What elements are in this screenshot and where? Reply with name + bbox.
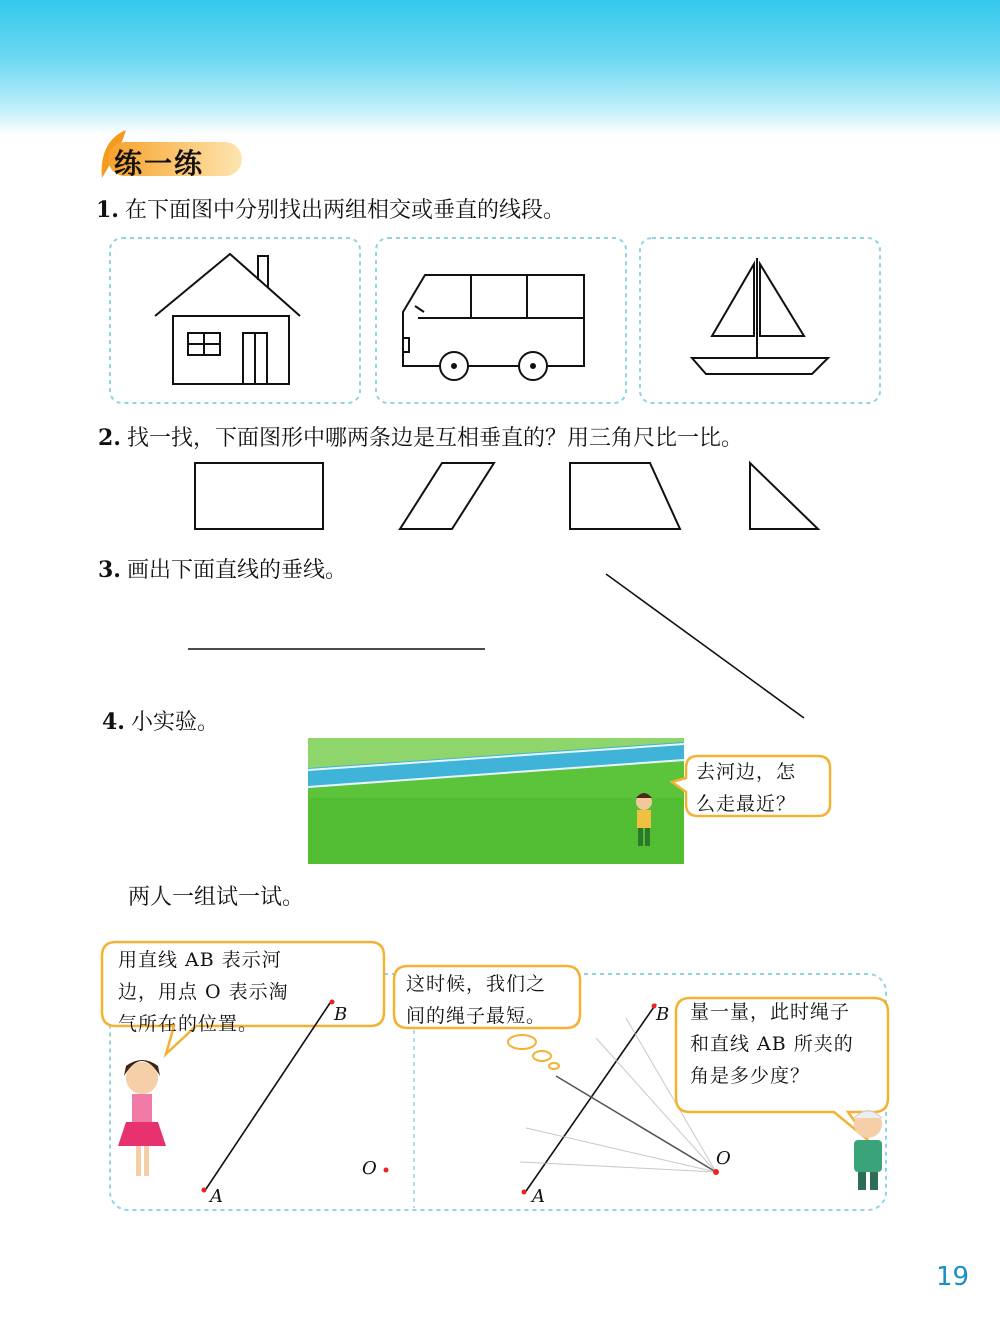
girl-bubble-line-2: 边，用点 O 表示淘 xyxy=(118,981,289,1003)
point-o-label-panel-1: O xyxy=(362,1158,377,1179)
grandpa-bubble-line-3: 角是多少度？ xyxy=(690,1065,811,1087)
river-scene-illustration xyxy=(308,738,684,864)
middle-bubble-line-2: 间的绳子最短。 xyxy=(406,1005,547,1027)
point-a-label-panel-1: A xyxy=(210,1186,223,1207)
point-o-panel-1 xyxy=(384,1168,389,1173)
middle-bubble-text xyxy=(406,968,546,1032)
section-title: 练一练 xyxy=(114,147,205,180)
question-3-number: 3. xyxy=(98,557,121,583)
right-triangle-shape xyxy=(750,463,818,529)
question-4-number: 4. xyxy=(102,709,125,735)
question-2-number: 2. xyxy=(98,425,121,451)
question-1-number: 1. xyxy=(96,197,119,223)
point-o-label-panel-2: O xyxy=(716,1148,731,1169)
question-1-figures xyxy=(100,228,890,408)
grandpa-icon xyxy=(854,1110,882,1190)
grandpa-bubble-line-2: 和直线 AB 所夹的 xyxy=(690,1033,854,1055)
section-badge xyxy=(96,128,246,180)
point-b-label-panel-2: B xyxy=(656,1004,670,1025)
boy-bubble-text xyxy=(696,756,796,820)
girl-bubble-line-3: 气所在的位置。 xyxy=(118,1013,259,1035)
grandpa-bubble-line-1: 量一量，此时绳子 xyxy=(690,1001,851,1023)
trapezoid-shape xyxy=(570,463,680,529)
question-3-text: 画出下面直线的垂线。 xyxy=(126,558,347,583)
middle-bubble-line-1: 这时候，我们之 xyxy=(406,973,547,995)
house-drawing xyxy=(155,254,300,384)
parallelogram-shape xyxy=(400,463,494,529)
group-instruction: 两人一组试一试。 xyxy=(128,885,305,910)
boy-bubble-line-2: 么走最近？ xyxy=(696,793,797,815)
top-gradient-band xyxy=(0,0,1000,135)
bus-card xyxy=(376,238,626,403)
rectangle-shape xyxy=(195,463,323,529)
question-4 xyxy=(102,708,219,737)
girl-icon xyxy=(118,1060,166,1176)
point-a-label-panel-2: A xyxy=(532,1186,545,1207)
point-b-label-panel-1: B xyxy=(334,1004,348,1025)
girl-bubble-text xyxy=(118,944,289,1040)
grandpa-bubble-text xyxy=(690,996,854,1092)
house-card xyxy=(110,238,360,403)
question-3-lines xyxy=(180,566,820,726)
question-2 xyxy=(98,424,743,453)
girl-bubble-line-1: 用直线 AB 表示河 xyxy=(118,949,282,971)
diagonal-line xyxy=(606,574,804,718)
sailboat-drawing xyxy=(692,258,828,374)
boy-bubble-line-1: 去河边，怎 xyxy=(696,761,797,783)
question-2-shapes xyxy=(190,458,830,536)
question-4-text: 小实验。 xyxy=(130,710,219,735)
question-2-text: 找一找，下面图形中哪两条边是互相垂直的？用三角尺比一比。 xyxy=(126,426,743,451)
page-number: 19 xyxy=(936,1262,970,1292)
question-1-text: 在下面图中分别找出两组相交或垂直的线段。 xyxy=(124,198,565,223)
question-1 xyxy=(96,196,565,225)
bus-drawing xyxy=(403,275,584,380)
